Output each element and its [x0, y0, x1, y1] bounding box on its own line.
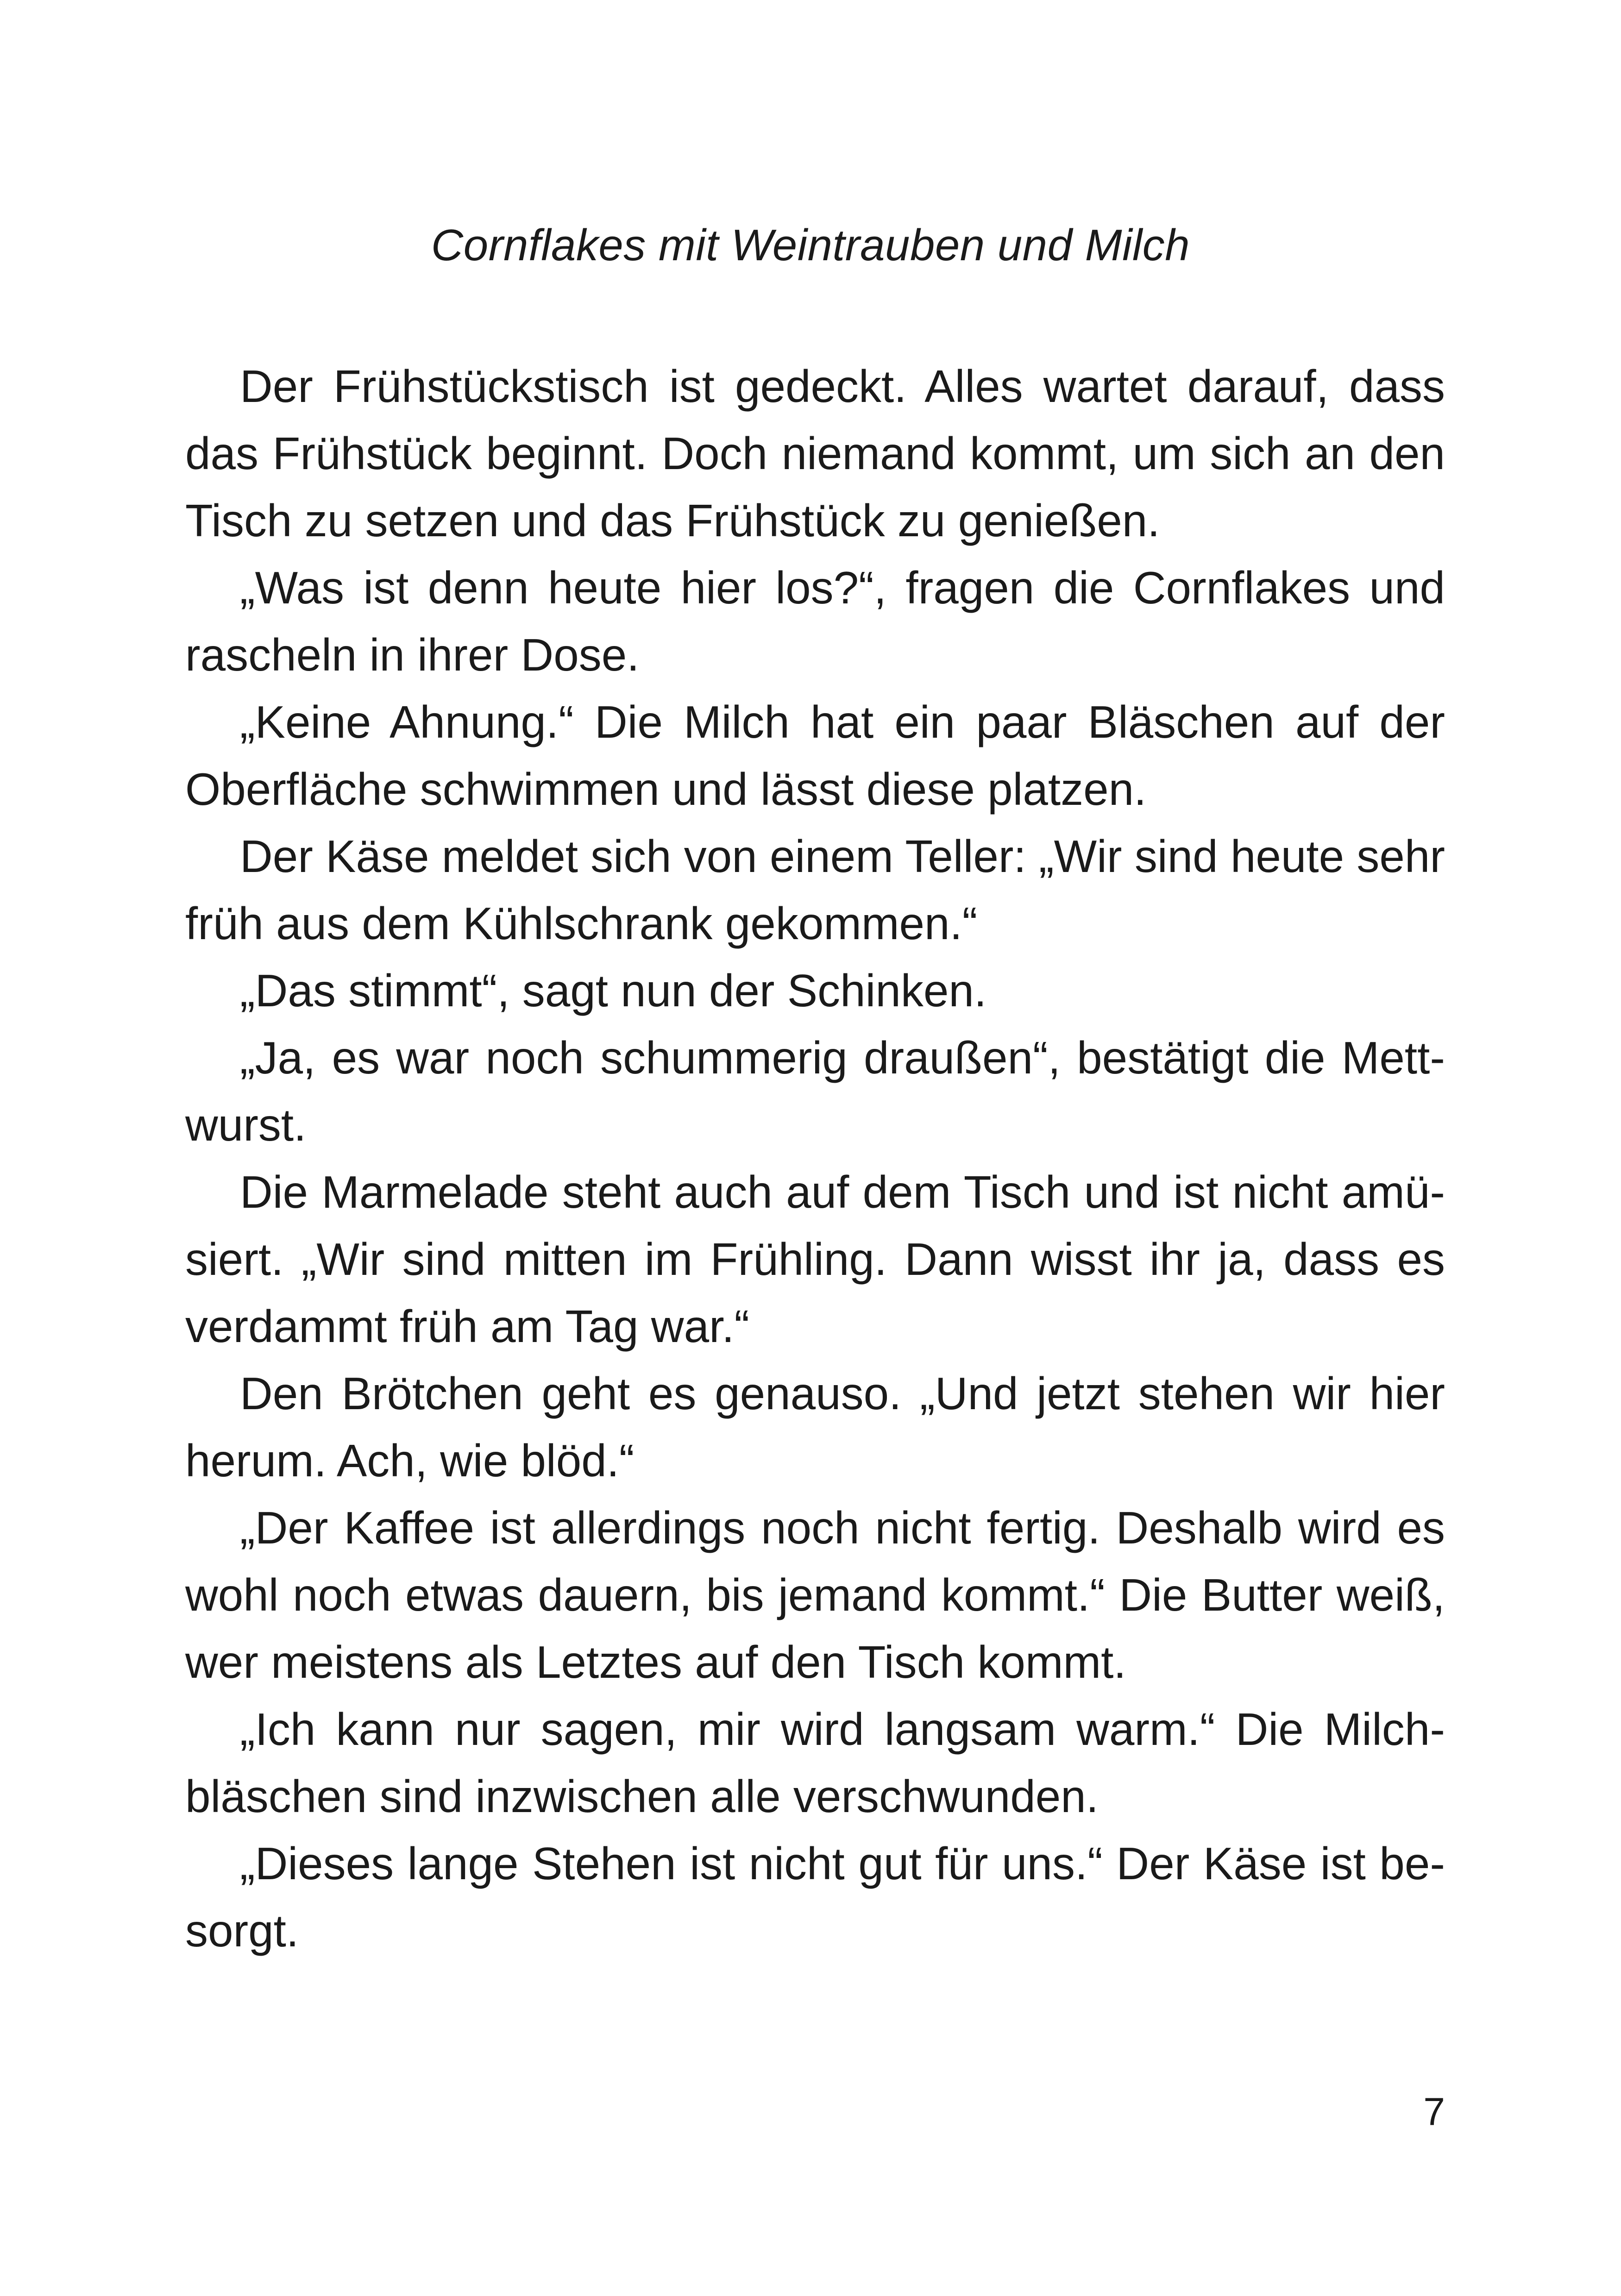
paragraph: Der Käse meldet sich von einem Teller: „Wir sind heute sehr früh aus dem Kühlschrank gekommen.“: [185, 831, 1445, 949]
paragraph: „Ich kann nur sagen, mir wird langsam warm.“ Die Milchbläschen sind inzwischen alle verschwunden.: [185, 1704, 1445, 1822]
page-number: 7: [1423, 2090, 1445, 2133]
story-text: [185, 353, 1445, 1964]
paragraph: Die Marmelade steht auch auf dem Tisch und ist nicht amüsiert. „Wir sind mitten im Frühling. Dann wisst ihr ja, dass es verdammt früh am Tag war.“: [185, 1167, 1445, 1352]
paragraph: „Der Kaffee ist allerdings noch nicht fertig. Deshalb wird es wohl noch etwas dauern, bis jemand kommt.“ Die Butter weiß, wer meistens als Letztes auf den Tisch kommt.: [185, 1502, 1445, 1687]
paragraph: Den Brötchen geht es genauso. „Und jetzt stehen wir hier herum. Ach, wie blöd.“: [185, 1368, 1445, 1486]
paragraph: „Was ist denn heute hier los?“, fragen die Cornflakes und rascheln in ihrer Dose.: [185, 562, 1445, 680]
paragraph: Der Frühstückstisch ist gedeckt. Alles wartet darauf, dass das Frühstück beginnt. Doch niemand kommt, um sich an den Tisch zu setzen und das Frühstück zu genießen.: [185, 361, 1445, 546]
chapter-title: Cornflakes mit Weintrauben und Milch: [431, 220, 1190, 270]
paragraph: „Dieses lange Stehen ist nicht gut für uns.“ Der Käse ist besorgt.: [185, 1838, 1445, 1956]
paragraph: „Ja, es war noch schummerig draußen“, bestätigt die Mettwurst.: [185, 1032, 1445, 1150]
paragraph: „Keine Ahnung.“ Die Milch hat ein paar Bläschen auf der Oberfläche schwimmen und lässt diese platzen.: [185, 696, 1445, 815]
paragraph: „Das stimmt“, sagt nun der Schinken.: [240, 965, 987, 1016]
